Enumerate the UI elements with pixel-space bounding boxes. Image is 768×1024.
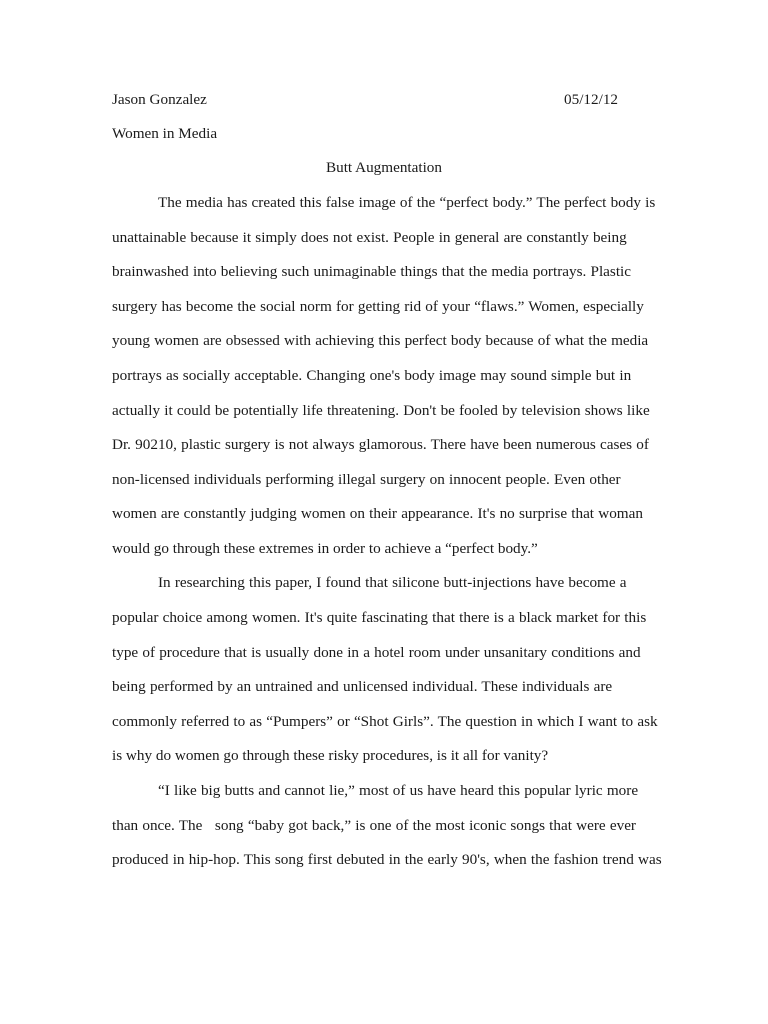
body-line: type of procedure that is usually done in a hotel room under unsanitary conditions and [112, 644, 641, 661]
body-line: surgery has become the social norm for getting rid of your “flaws.” Women, especially [112, 298, 644, 315]
body-line: non-licensed individuals performing illegal surgery on innocent people. Even other [112, 471, 621, 488]
body-line: In researching this paper, I found that silicone butt-injections have become a [158, 574, 627, 591]
author-name: Jason Gonzalez [112, 91, 207, 108]
essay-title: Butt Augmentation [325, 159, 442, 176]
body-line: unattainable because it simply does not exist. People in general are constantly being [112, 229, 627, 246]
body-line: actually it could be potentially life threatening. Don't be fooled by television shows like [112, 402, 650, 419]
body-line: than once. The song “baby got back,” is one of the most iconic songs that were ever [112, 817, 636, 834]
body-line: portrays as socially acceptable. Changing one's body image may sound simple but in [112, 367, 632, 384]
body-line: is why do women go through these risky procedures, is it all for vanity? [112, 747, 549, 764]
body-line: would go through these extremes in order to achieve a “perfect body.” [112, 540, 538, 557]
body-line: young women are obsessed with achieving this perfect body because of what the media [112, 332, 649, 349]
course-name: Women in Media [112, 125, 218, 142]
body-line: commonly referred to as “Pumpers” or “Shot Girls”. The question in which I want to ask [112, 713, 658, 730]
body-line: The media has created this false image of the “perfect body.” The perfect body is [158, 194, 656, 211]
body-line: produced in hip-hop. This song first debuted in the early 90's, when the fashion trend was [112, 851, 662, 868]
document-date: 05/12/12 [564, 91, 619, 108]
body-line: brainwashed into believing such unimaginable things that the media portrays. Plastic [112, 263, 631, 280]
body-line: Dr. 90210, plastic surgery is not always glamorous. There have been numerous cases of [112, 436, 649, 453]
body-line: popular choice among women. It's quite fascinating that there is a black market for this [112, 609, 647, 626]
body-line: being performed by an untrained and unlicensed individual. These individuals are [112, 678, 613, 695]
body-line: “I like big butts and cannot lie,” most of us have heard this popular lyric more [158, 782, 639, 799]
body-line: women are constantly judging women on their appearance. It's no surprise that woman [112, 505, 643, 522]
